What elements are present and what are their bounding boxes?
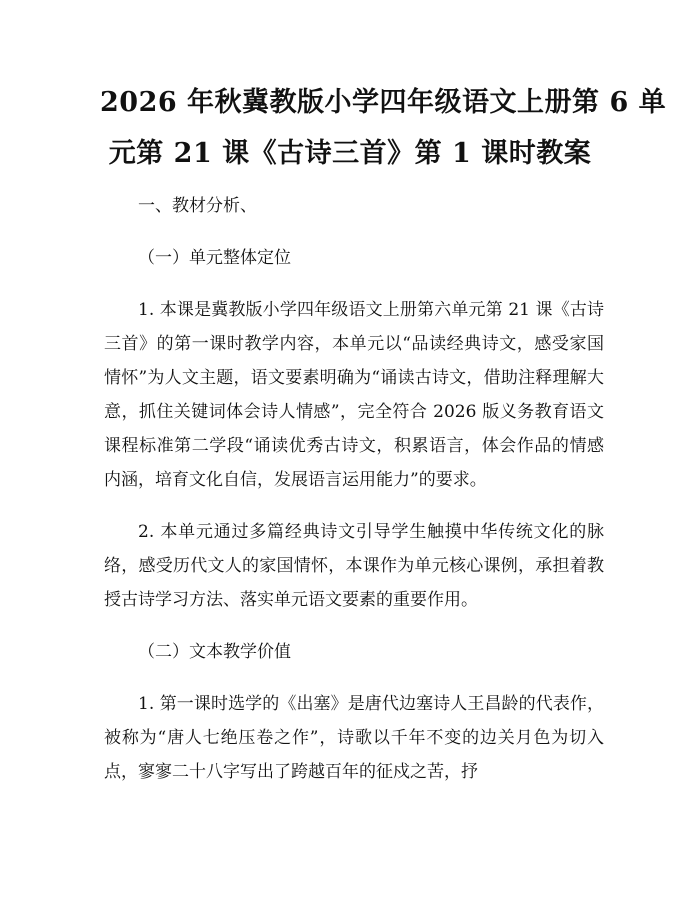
- document-title-line-2: 元第 21 课《古诗三首》第 1 课时教案: [108, 138, 592, 169]
- subsection-heading-unit-positioning: （一）单元整体定位: [138, 248, 291, 268]
- document-body: [104, 189, 604, 789]
- paragraph-3: 1. 第一课时选学的《出塞》是唐代边塞诗人王昌龄的代表作，被称为“唐人七绝压卷之作”，诗歌以千年不变的边关月色为切入点，寥寥二十八字写出了跨越百年的征戍之苦，抒: [104, 694, 604, 782]
- paragraph-2: 2. 本单元通过多篇经典诗文引导学生触摸中华传统文化的脉络，感受历代文人的家国情怀，本课作为单元核心课例，承担着教授古诗学习方法、落实单元语文要素的重要作用。: [104, 522, 604, 610]
- section-heading-teaching-material-analysis: 一、教材分析、: [138, 196, 257, 216]
- subsection-heading-text-teaching-value: （二）文本教学价值: [138, 642, 291, 662]
- paragraph-1: 1. 本课是冀教版小学四年级语文上册第六单元第 21 课《古诗三首》的第一课时教学内容，本单元以“品读经典诗文，感受家国情怀”为人文主题，语文要素明确为“诵读古诗文，借助注释理解大意，抓住关键词体会诗人情感”，完全符合 2026 版义务教育语文课程标准第二学段“诵读优秀古诗文，积累语言，体会作品的情感内涵，培育文化自信，发展语言运用能力”的要求。: [104, 300, 604, 490]
- document-title-line-1: 2026 年秋冀教版小学四年级语文上册第 6 单: [100, 87, 667, 118]
